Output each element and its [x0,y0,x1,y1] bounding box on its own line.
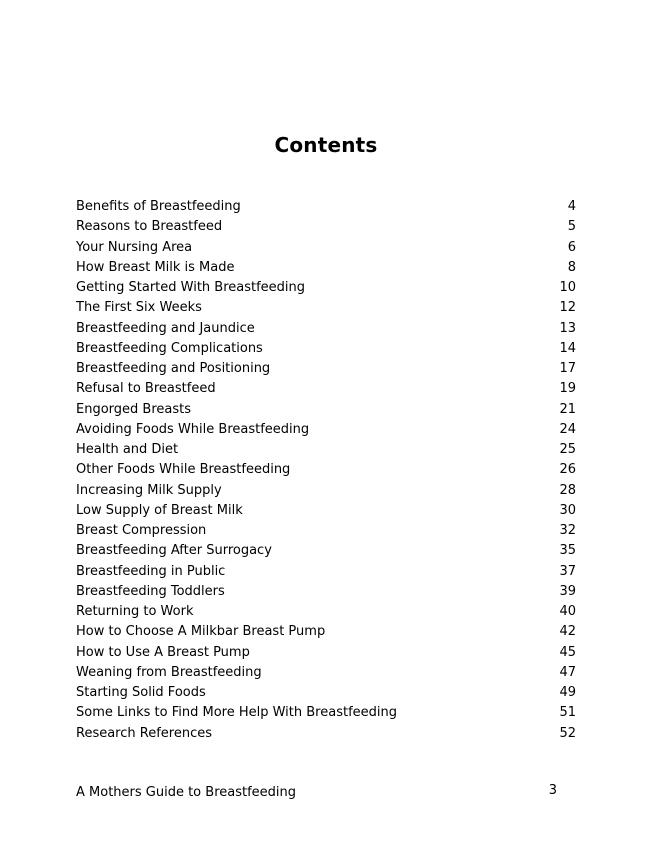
toc-entry-page-number: 12 [559,300,576,316]
toc-entry-label: Engorged Breasts [76,401,191,417]
toc-entry [76,460,576,480]
toc-entry [76,521,576,541]
toc-entry-page-number: 37 [559,563,576,579]
toc-entry-page-number: 6 [567,239,576,255]
toc-entry [76,238,576,258]
toc-entry [76,481,576,501]
toc-entry [76,278,576,298]
toc-entry-label: The First Six Weeks [76,300,202,316]
toc-entry-page-number: 4 [567,199,576,214]
toc-entry-page-number: 26 [559,462,576,478]
toc-entry-label: How Breast Milk is Made [76,259,235,275]
toc-entry-label: Starting Solid Foods [76,685,206,700]
toc-entry-page-number: 5 [567,219,576,235]
toc-entry-label: Low Supply of Breast Milk [76,502,243,518]
toc-entry-page-number: 25 [559,442,576,457]
toc-entry [76,663,576,683]
toc-entry-label: Health and Diet [76,442,179,457]
toc-entry [76,541,576,561]
toc-entry-page-number: 8 [567,259,576,275]
table-of-contents [76,197,576,744]
toc-entry [76,622,576,642]
toc-entry-page-number: 14 [559,340,576,356]
toc-entry [76,724,576,744]
toc-entry-page-number: 47 [559,664,576,680]
toc-entry-label: Breastfeeding and Jaundice [76,320,255,336]
toc-entry-label: Refusal to Breastfeed [76,381,216,397]
toc-entry-page-number: 28 [559,482,576,498]
toc-entry-label: Breastfeeding in Public [76,563,226,579]
toc-entry-page-number: 21 [559,401,576,417]
page-footer [76,783,557,803]
toc-entry-page-number: 52 [559,725,576,741]
toc-entry-label: Some Links to Find More Help With Breastfeeding [76,705,397,721]
toc-entry-label: Breastfeeding and Positioning [76,361,271,376]
toc-entry [76,643,576,663]
toc-entry-label: How to Choose A Milkbar Breast Pump [76,624,326,640]
page-title: Contents [274,133,378,157]
toc-entry-label: Breastfeeding Complications [76,340,263,356]
toc-entry-page-number: 49 [559,685,576,700]
toc-entry [76,683,576,703]
toc-entry [76,501,576,521]
toc-entry-label: Avoiding Foods While Breastfeeding [76,421,310,437]
toc-entry [76,197,576,217]
footer-page-number: 3 [548,783,557,798]
toc-entry-page-number: 10 [559,280,576,295]
toc-entry-label: Your Nursing Area [76,239,193,255]
toc-entry-label: Breast Compression [76,523,207,538]
footer-title: A Mothers Guide to Breastfeeding [76,785,297,800]
toc-entry-label: Weaning from Breastfeeding [76,664,262,680]
toc-entry-page-number: 45 [559,644,576,660]
toc-entry-label: Benefits of Breastfeeding [76,199,241,214]
toc-entry [76,359,576,379]
toc-entry [76,258,576,278]
toc-entry-label: Other Foods While Breastfeeding [76,462,291,478]
toc-entry-page-number: 13 [559,320,576,336]
toc-entry [76,400,576,420]
toc-entry [76,440,576,460]
toc-entry-page-number: 39 [559,583,576,599]
toc-entry [76,703,576,723]
toc-entry [76,319,576,339]
toc-entry-label: Breastfeeding After Surrogacy [76,543,272,559]
toc-entry [76,298,576,318]
toc-entry [76,562,576,582]
toc-entry-page-number: 19 [559,381,576,397]
toc-entry-page-number: 24 [559,421,576,437]
toc-entry [76,339,576,359]
toc-entry [76,602,576,622]
toc-entry-page-number: 51 [559,705,576,721]
toc-entry-page-number: 30 [559,502,576,518]
toc-entry-label: Breastfeeding Toddlers [76,583,225,599]
toc-entry-page-number: 35 [559,543,576,559]
toc-entry-page-number: 42 [559,624,576,640]
toc-entry-label: Increasing Milk Supply [76,482,222,498]
toc-entry-label: How to Use A Breast Pump [76,644,250,660]
toc-entry-label: Reasons to Breastfeed [76,219,223,235]
toc-entry [76,217,576,237]
toc-entry [76,582,576,602]
toc-entry-page-number: 32 [559,523,576,538]
toc-entry-label: Getting Started With Breastfeeding [76,280,306,295]
toc-entry-page-number: 40 [559,604,576,619]
toc-entry-label: Research References [76,725,212,741]
toc-entry-page-number: 17 [559,361,576,376]
toc-entry-label: Returning to Work [76,604,194,619]
toc-entry [76,379,576,399]
toc-entry [76,420,576,440]
